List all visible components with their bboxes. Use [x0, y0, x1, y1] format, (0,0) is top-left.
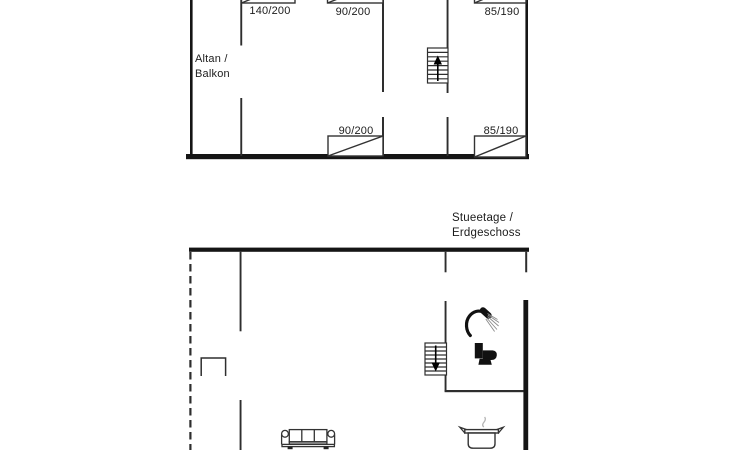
bathroom-bottom-wall [445, 390, 524, 392]
lower-floor-plan [189, 248, 529, 450]
bedroom-wall-1-upper-segment [382, 0, 384, 92]
stairs-up-icon [428, 48, 449, 83]
steam-wisp [483, 417, 486, 427]
cooking-pot-icon [460, 417, 504, 448]
bed-label-85x190-bottom: 85/190 [483, 124, 519, 137]
shower-icon [466, 311, 499, 336]
bed-85x190-top [475, 0, 527, 3]
bed-140x200 [242, 0, 296, 3]
balcony-label [195, 52, 230, 81]
side-table-icon [201, 358, 225, 376]
lower-right-wall-door-segment [525, 252, 527, 272]
balcony-label-line1: Altan / [195, 53, 228, 65]
lower-right-wall [523, 300, 528, 450]
toilet-icon [475, 343, 497, 365]
bed-90x200-top [328, 0, 384, 3]
balcony-label-line2: Balkon [195, 67, 230, 80]
hall-wall-upper-segment [240, 252, 242, 331]
bedroom-wall-2-lower-segment [447, 117, 449, 156]
hall-wall-lower-segment [240, 400, 242, 450]
bed-label-90x200-bottom: 90/200 [338, 124, 374, 137]
ground-floor-title-line2: Erdgeschoss [452, 226, 521, 239]
bed-label-140x200: 140/200 [249, 5, 291, 17]
lower-top-wall [189, 248, 529, 252]
stairs-down-icon [425, 343, 447, 375]
ground-floor-title [452, 211, 521, 240]
bed-90x200-bottom [328, 136, 383, 156]
upper-left-wall [190, 0, 193, 159]
bathroom-wall-top-segment [445, 252, 447, 272]
balcony-wall-lower-segment [240, 98, 242, 156]
ground-floor-title-line1: Stueetage / [452, 212, 514, 224]
bed-label-90x200-top: 90/200 [335, 5, 371, 18]
bed-label-85x190-top: 85/190 [484, 5, 520, 18]
bed-85x190-bottom [475, 136, 527, 157]
sofa-icon [282, 430, 335, 450]
